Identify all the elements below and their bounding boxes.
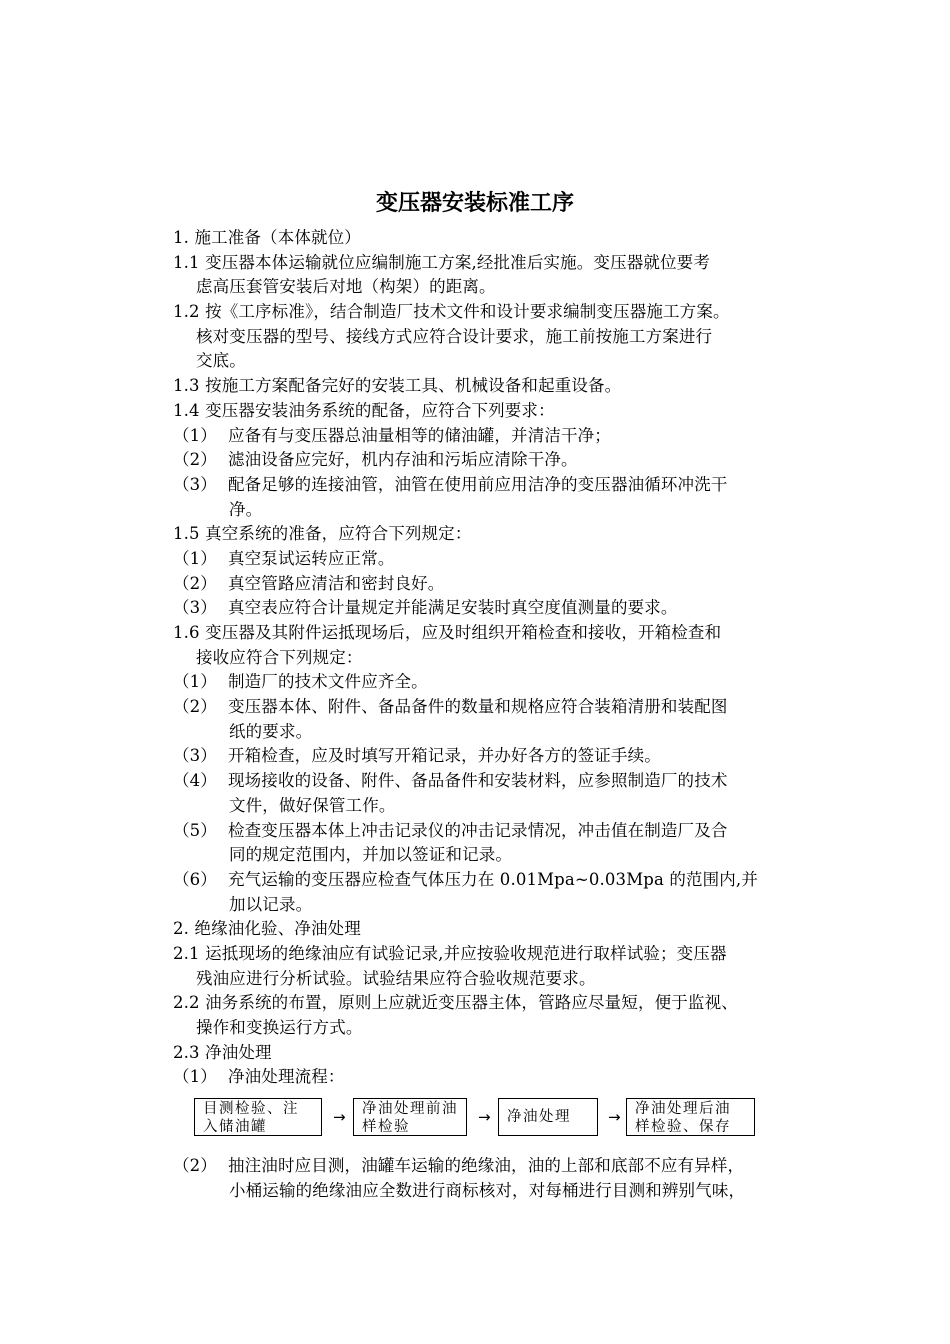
list-item: [173, 547, 823, 572]
continuation-line: 接收应符合下列规定：: [196, 647, 363, 667]
section-line: 1.3 按施工方案配备完好的安装工具、机械设备和起重设备。: [173, 376, 622, 396]
list-item-text: 净油处理流程：: [228, 1067, 345, 1087]
list-item: [173, 596, 823, 621]
flow-box-4: 净油处理后油样检验、保存: [626, 1098, 755, 1136]
section-line: 2.3 净油处理: [173, 1042, 272, 1062]
list-item: [173, 424, 823, 449]
list-item-number: （1）: [173, 1067, 217, 1087]
list-item-text: 真空泵试运转应正常。: [228, 548, 395, 568]
list-item-number: （2）: [173, 450, 217, 470]
list-item-number: （1）: [173, 548, 217, 568]
list-item-number: （1）: [173, 672, 217, 692]
continuation-line: 小桶运输的绝缘油应全数进行商标核对，对每桶进行目测和辨别气味，: [229, 1180, 746, 1200]
list-item: [173, 819, 823, 844]
continuation-line: 纸的要求。: [229, 721, 313, 741]
list-item: [173, 572, 823, 597]
list-item-text: 开箱检查，应及时填写开箱记录，并办好各方的签证手续。: [228, 746, 661, 766]
list-item-number: （1）: [173, 425, 217, 445]
flow-box-3: 净油处理: [498, 1098, 598, 1136]
list-item: [173, 670, 823, 695]
list-item-number: （2）: [173, 573, 217, 593]
page-title: 变压器安装标准工序: [375, 191, 574, 216]
list-item: [173, 448, 823, 473]
section-line: 1. 施工准备（本体就位）: [173, 228, 361, 247]
list-item-text: 充气运输的变压器应检查气体压力在 0.01Mpa~0.03Mpa 的范围内,并: [228, 869, 758, 889]
continuation-line: 同的规定范围内，并加以签证和记录。: [229, 845, 513, 865]
list-item-text: 真空管路应清洁和密封良好。: [228, 573, 445, 593]
list-item-number: （4）: [173, 771, 217, 791]
list-item-number: （3）: [173, 598, 217, 618]
continuation-line: 残油应进行分析试验。试验结果应符合验收规范要求。: [196, 968, 596, 988]
continuation-line: 加以记录。: [229, 894, 313, 914]
list-item-text: 真空表应符合计量规定并能满足安装时真空度值测量的要求。: [228, 598, 678, 618]
list-item: [173, 1065, 823, 1090]
list-item: [173, 1154, 823, 1179]
list-item-text: 现场接收的设备、附件、备品备件和安装材料，应参照制造厂的技术: [228, 771, 728, 791]
continuation-line: 净。: [229, 499, 263, 519]
list-item-number: （3）: [173, 746, 217, 766]
list-item: [173, 769, 823, 794]
section-line: 1.6 变压器及其附件运抵现场后，应及时组织开箱检查和接收，开箱检查和: [173, 623, 722, 642]
list-item: [173, 868, 823, 893]
list-item-number: （2）: [173, 1156, 217, 1176]
continuation-line: 核对变压器的型号、接线方式应符合设计要求，施工前按施工方案进行: [196, 326, 713, 346]
section-line: 2. 绝缘油化验、净油处理: [173, 919, 361, 939]
list-item-text: 变压器本体、附件、备品备件的数量和规格应符合装箱清册和装配图: [228, 697, 728, 717]
text-block-a: [173, 226, 823, 1090]
continuation-line: 交底。: [196, 351, 246, 371]
section-line: 1.2 按《工序标准》，结合制造厂技术文件和设计要求编制变压器施工方案。: [173, 302, 730, 322]
flow-arrow-2: →: [478, 1108, 491, 1127]
list-item: [173, 473, 823, 498]
list-item-text: 应备有与变压器总油量相等的储油罐，并清洁干净；: [228, 425, 611, 445]
flow-box-2: 净油处理前油样检验: [353, 1098, 467, 1136]
continuation-line: 操作和变换运行方式。: [196, 1018, 363, 1037]
list-item-text: 制造厂的技术文件应齐全。: [228, 672, 428, 692]
continuation-line: 虑高压套管安装后对地（构架）的距离。: [196, 277, 496, 297]
list-item: [173, 744, 823, 769]
list-item-text: 滤油设备应完好，机内存油和污垢应清除干净。: [228, 450, 578, 470]
section-line: 1.5 真空系统的准备，应符合下列规定：: [173, 524, 472, 544]
text-block-b: [173, 1154, 823, 1203]
list-item-text: 检查变压器本体上冲击记录仪的冲击记录情况，冲击值在制造厂及合: [228, 820, 728, 840]
document-body: [173, 226, 823, 1203]
flow-box-1: 目测检验、注入储油罐: [194, 1098, 322, 1136]
list-item-number: （2）: [173, 697, 217, 717]
list-item-text: 抽注油时应目测，油罐车运输的绝缘油，油的上部和底部不应有异样，: [228, 1156, 745, 1176]
list-item-number: （6）: [173, 869, 217, 889]
list-item: [173, 695, 823, 720]
list-item-number: （3）: [173, 474, 217, 494]
flow-diagram: [173, 1098, 823, 1140]
list-item-text: 配备足够的连接油管，油管在使用前应用洁净的变压器油循环冲洗干: [228, 474, 728, 494]
flow-arrow-3: →: [608, 1108, 621, 1127]
section-line: 1.1 变压器本体运输就位应编制施工方案,经批准后实施。变压器就位要考: [173, 252, 710, 272]
flow-arrow-1: →: [333, 1108, 346, 1127]
section-line: 1.4 变压器安装油务系统的配备，应符合下列要求：: [173, 400, 555, 420]
section-line: 2.2 油务系统的布置，原则上应就近变压器主体，管路应尽量短，便于监视、: [173, 993, 738, 1013]
section-line: 2.1 运抵现场的绝缘油应有试验记录,并应按验收规范进行取样试验；变压器: [173, 943, 727, 963]
continuation-line: 文件，做好保管工作。: [229, 795, 396, 815]
list-item-number: （5）: [173, 820, 217, 840]
